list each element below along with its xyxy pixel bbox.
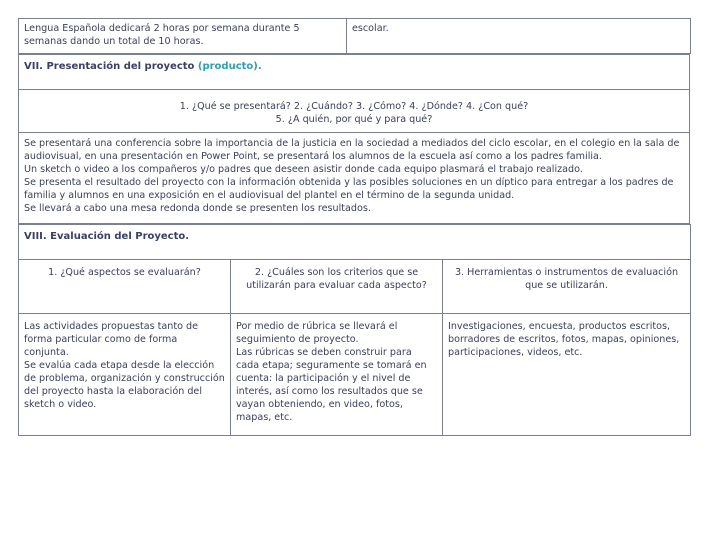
section7-heading: [19, 55, 690, 90]
aspects-cell: [19, 314, 231, 436]
section7-table: [18, 54, 690, 224]
section7-body: [19, 133, 690, 224]
section7-body-row: [19, 133, 690, 224]
section8-title: VIII. Evaluación del Proyecto.: [19, 225, 691, 260]
criteria-header-1: 1. ¿Qué aspectos se evaluarán?: [19, 260, 231, 314]
section8-header-row: [19, 260, 691, 314]
questions-line-1: 1. ¿Qué se presentará? 2. ¿Cuándo? 3. ¿Cómo? 4. ¿Dónde? 4. ¿Con qué?: [179, 101, 529, 112]
section8-heading-row: [19, 225, 691, 260]
criteria-header-2: 2. ¿Cuáles son los criterios que se utilizarán para evaluar cada aspecto?: [231, 260, 443, 314]
criteria-header-3: 3. Herramientas o instrumentos de evaluación que se utilizarán.: [443, 260, 691, 314]
schedule-row: [19, 19, 691, 54]
section8-content-row: [19, 314, 691, 436]
document-page: [18, 18, 690, 436]
section7-heading-row: [19, 55, 690, 90]
criteria-paragraph: Por medio de rúbrica se llevará el seguimiento de proyecto.: [236, 321, 398, 345]
criteria-paragraph: Las rúbricas se deben construir para cada etapa; seguramente se tomará en cuenta: la participación y el nivel de interés, así como los resultados que se vayan obteniendo, en video, fotos, mapas, etc.: [236, 347, 427, 423]
section7-questions-row: [19, 90, 690, 133]
aspects-paragraph: Se evalúa cada etapa desde la elección de problema, organización y construcción del proyecto hasta la elaboración del sketch o video.: [24, 360, 225, 410]
schedule-cell-right: escolar.: [347, 19, 691, 54]
section7-paragraph: Se presentará una conferencia sobre la importancia de la justicia en la sociedad a mediados del ciclo escolar, en el colegio en la sala de audiovisual, en una presentación en Power Point, se presentará los alumnos de la escuela así como a los padres familia.: [24, 138, 680, 162]
section7-paragraph: Se llevará a cabo una mesa redonda donde se presenten los resultados.: [24, 203, 371, 214]
section7-paragraph: Un sketch o video a los compañeros y/o padres que deseen asistir donde cada equipo plasmará el trabajo realizado.: [24, 164, 583, 175]
section7-title: VII. Presentación del proyecto: [24, 61, 195, 72]
schedule-table: [18, 18, 691, 54]
criteria-cell: [231, 314, 443, 436]
questions-line-2: 5. ¿A quién, por qué y para qué?: [275, 114, 433, 125]
section8-table: [18, 224, 691, 436]
aspects-paragraph: Las actividades propuestas tanto de forma particular como de forma conjunta.: [24, 321, 199, 358]
schedule-cell-left: Lengua Española dedicará 2 horas por semana durante 5 semanas dando un total de 10 horas.: [19, 19, 347, 54]
tools-cell: Investigaciones, encuesta, productos escritos, borradores de escritos, fotos, mapas, opiniones, participaciones, videos, etc.: [443, 314, 691, 436]
section7-questions: [19, 90, 690, 133]
section7-paragraph: Se presenta el resultado del proyecto con la información obtenida y las posibles soluciones en un díptico para entregar a los padres de familia y alumnos en una exposición en el audiovisual del plantel en el término de la segunda unidad.: [24, 177, 674, 201]
section7-title-accent: (producto).: [197, 61, 262, 72]
